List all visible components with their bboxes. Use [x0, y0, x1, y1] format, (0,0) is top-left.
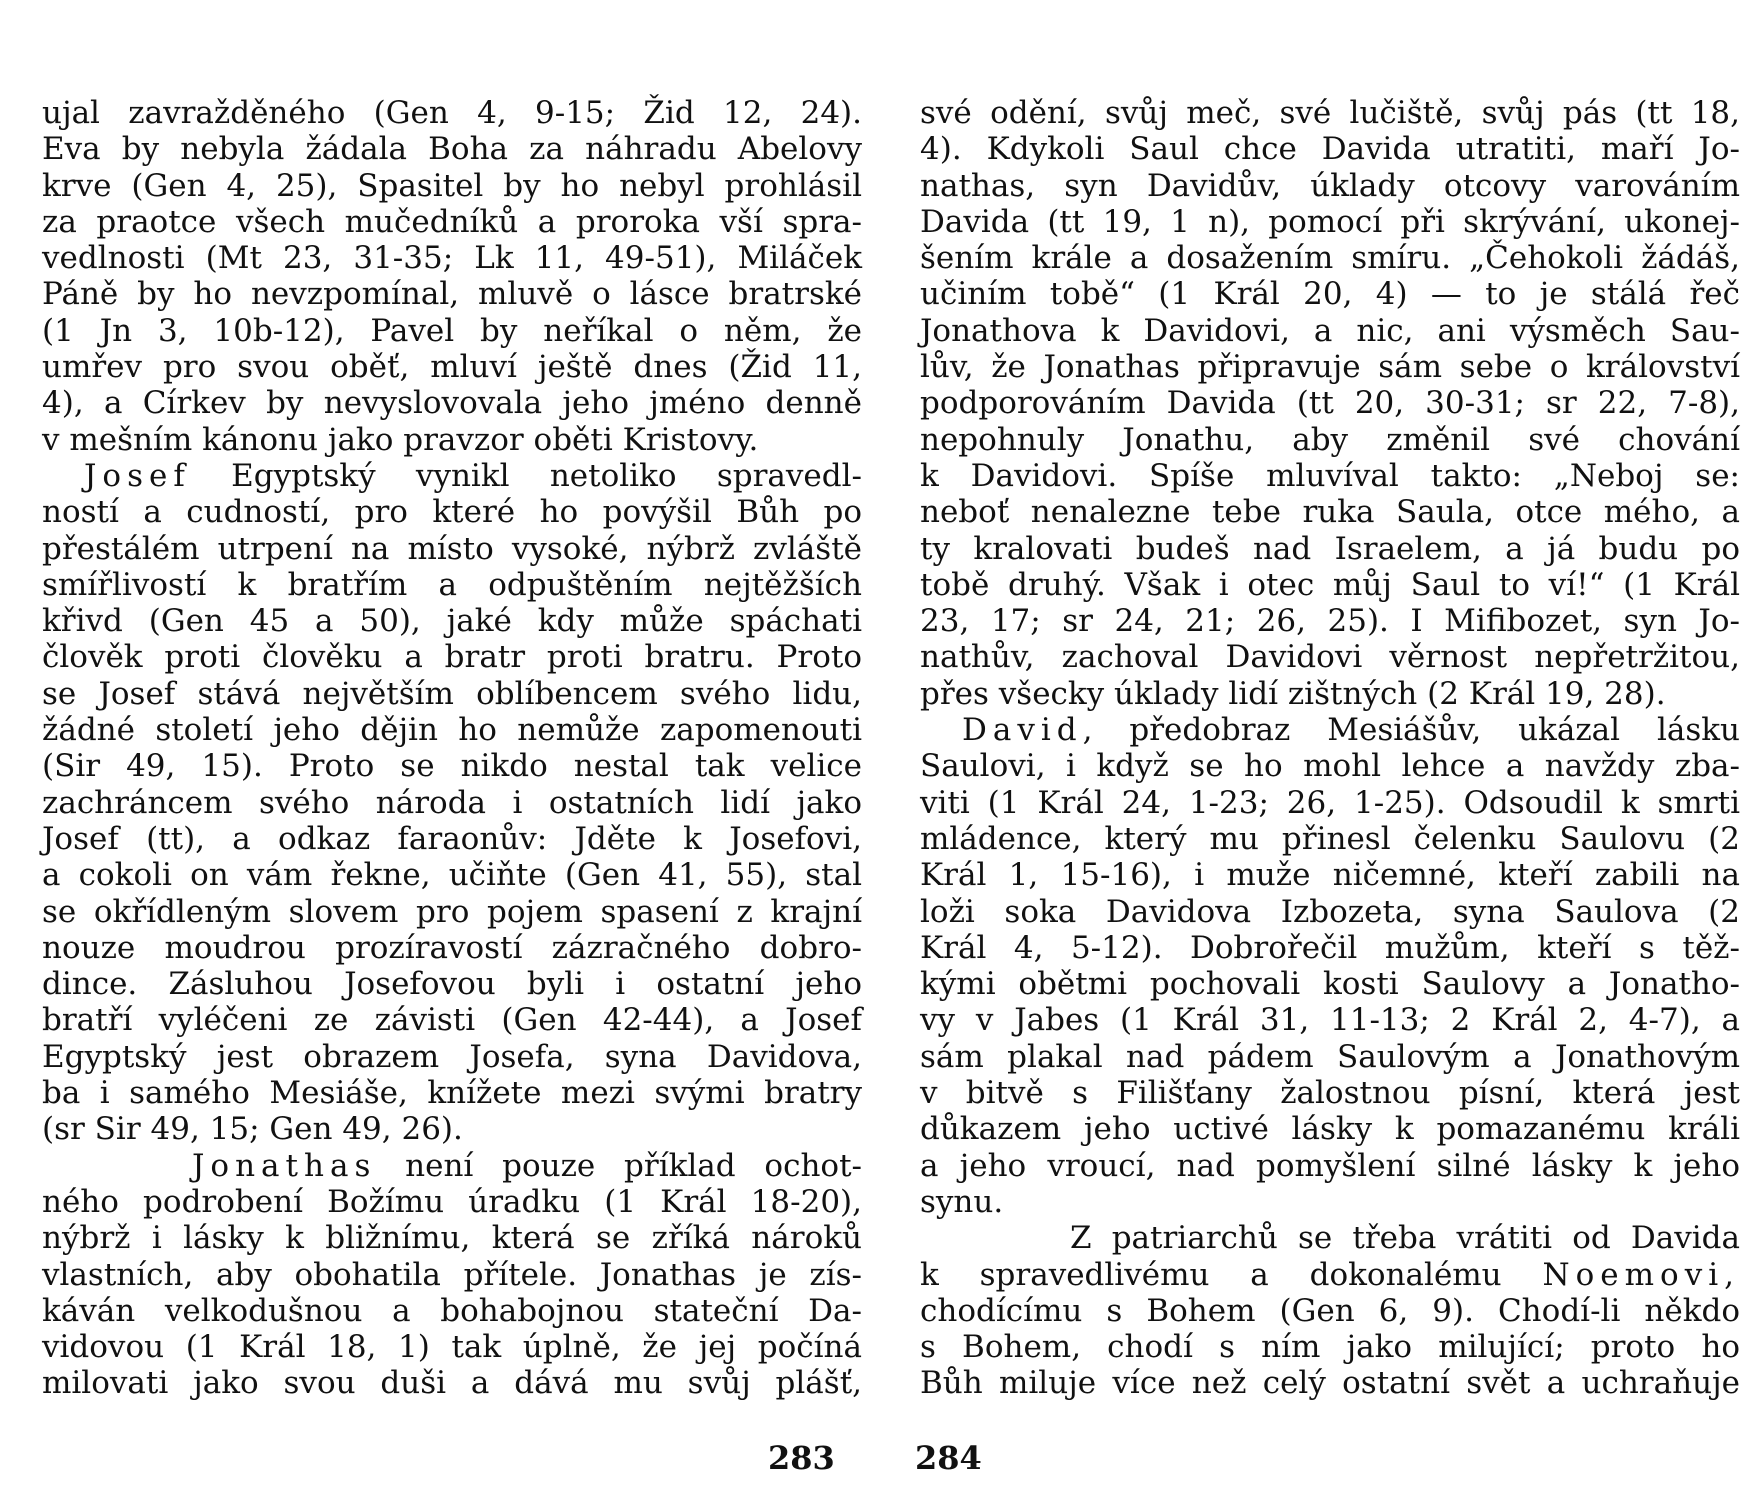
- right-page: [920, 95, 1740, 1402]
- text-line: křivd (Gen 45 a 50), jaké kdy může spáchati: [42, 603, 862, 640]
- text-line: nepohnuly Jonathu, aby změnil své chování: [920, 421, 1740, 458]
- paragraph-josef-first-line: [42, 458, 862, 494]
- text-line: podporováním Davida (tt 20, 30-31; sr 22, 7-8),: [920, 385, 1740, 422]
- text-line: mládence, který mu přinesl čelenku Saulovu (2: [920, 820, 1740, 857]
- text-line: a cokoli on vám řekne, učiňte (Gen 41, 55), stal: [42, 857, 862, 894]
- text-line: ujal zavražděného (Gen 4, 9-15; Žid 12, 24).: [42, 95, 862, 131]
- text-line: v bitvě s Filišťany žalostnou písní, která jest: [920, 1075, 1740, 1112]
- text-line: učiním tobě“ (1 Král 20, 4) — to je stálá řeč: [920, 276, 1740, 313]
- text-line: Bůh miluje více než celý ostatní svět a uchraňuje: [920, 1365, 1740, 1402]
- text-line: (Sir 49, 15). Proto se nikdo nestal tak velice: [42, 748, 862, 785]
- text-fragment: není pouze příklad ochot-: [405, 1147, 862, 1184]
- text-line: 4). Kdykoli Saul chce Davida utratiti, maří Jo-: [920, 131, 1740, 168]
- text-fragment: k spravedlivému a dokonalému: [920, 1256, 1502, 1293]
- text-line: kými obětmi pochovali kosti Saulovy a Jonatho-: [920, 966, 1740, 1003]
- text-line: lův, že Jonathas připravuje sám sebe o království: [920, 349, 1740, 386]
- text-line: umřev pro svou oběť, mluví ještě dnes (Žid 11,: [42, 349, 862, 386]
- text-line: vy v Jabes (1 Král 31, 11-13; 2 Král 2, 4-7), a: [920, 1002, 1740, 1039]
- text-line: k Davidovi. Spíše mluvíval takto: „Neboj se:: [920, 457, 1740, 494]
- text-line: neboť nenalezne tebe ruka Saula, otce mého, a: [920, 494, 1740, 531]
- paragraph-jonathas-first-line: [42, 1148, 862, 1184]
- text-line: se okřídleným slovem pro pojem spasení z krajní: [42, 893, 862, 930]
- text-line: Egyptský jest obrazem Josefa, syna Davidova,: [42, 1038, 862, 1075]
- page-number-right: 284: [915, 1439, 982, 1477]
- text-line: své odění, svůj meč, své lučiště, svůj pás (tt 18,: [920, 95, 1740, 131]
- text-line: přestálém utrpení na místo vysoké, nýbrž zvláště: [42, 530, 862, 567]
- text-line: Josef (tt), a odkaz faraonův: Jděte k Josefovi,: [42, 820, 862, 857]
- text-line: smířlivostí k bratřím a odpuštěním nejtěžších: [42, 566, 862, 603]
- text-line: nýbrž i lásky k bližnímu, která se zříká nároků: [42, 1220, 862, 1257]
- name-jonathas: Jonathas: [192, 1147, 377, 1184]
- text-line: zachráncem svého národa i ostatních lidí jako: [42, 784, 862, 821]
- text-line: tobě druhý. Však i otec můj Saul to ví!“ (1 Král: [920, 566, 1740, 603]
- text-line: synu.: [920, 1183, 1004, 1220]
- text-fragment: Egyptský vynikl netoliko spravedl-: [231, 457, 862, 494]
- text-line: 23, 17; sr 24, 21; 26, 25). I Mifibozet, syn Jo-: [920, 603, 1740, 640]
- text-line: s Bohem, chodí s ním jako milující; proto ho: [920, 1329, 1740, 1366]
- text-line: člověk proti člověku a bratr proti bratru. Proto: [42, 639, 862, 676]
- text-line: dince. Zásluhou Josefovou byli i ostatní jeho: [42, 966, 862, 1003]
- text-fragment: předobraz Mesiášův, ukázal lásku: [1129, 712, 1740, 749]
- text-line: Saulovi, i když se ho mohl lehce a navždy zba-: [920, 748, 1740, 785]
- text-line: viti (1 Král 24, 1-23; 26, 1-25). Odsoudil k smrti: [920, 784, 1740, 821]
- text-line: Král 4, 5-12). Dobrořečil mužům, kteří s těž-: [920, 929, 1740, 966]
- text-line: loži soka Davidova Izbozeta, syna Saulova (2: [920, 893, 1740, 930]
- text-line: žádné století jeho dějin ho nemůže zapomenouti: [42, 712, 862, 749]
- text-line: přes všecky úklady lidí zištných (2 Král 19, 28).: [920, 675, 1666, 712]
- text-line: Páně by ho nevzpomínal, mluvě o lásce bratrské: [42, 276, 862, 313]
- text-line: ného podrobení Božímu úradku (1 Král 18-20),: [42, 1183, 862, 1220]
- text-line: Eva by nebyla žádala Boha za náhradu Abelovy: [42, 131, 862, 168]
- paragraph-noe-first-line: Z patriarchů se třeba vrátiti od Davida: [1070, 1220, 1740, 1257]
- text-line: nouze moudrou prozíravostí zázračného dobro-: [42, 929, 862, 966]
- text-line: chodícímu s Bohem (Gen 6, 9). Chodí-li někdo: [920, 1292, 1740, 1329]
- text-line: nathův, zachoval Davidovi věrnost nepřetržitou,: [920, 639, 1740, 676]
- text-line: Král 1, 15-16), i muže ničemné, kteří zabili na: [920, 857, 1740, 894]
- text-line: za praotce všech mučedníků a proroka vší spra-: [42, 203, 862, 240]
- text-line: 4), a Církev by nevyslovovala jeho jméno denně: [42, 385, 862, 422]
- text-line: ností a cudností, pro které ho povýšil Bůh po: [42, 494, 862, 531]
- text-line: se Josef stává největším oblíbencem svého lidu,: [42, 675, 862, 712]
- page-number-left: 283: [768, 1439, 835, 1477]
- text-line: Jonathova k Davidovi, a nic, ani výsměch Sau-: [920, 312, 1740, 349]
- text-line: Davida (tt 19, 1 n), pomocí při skrývání, ukonej-: [920, 203, 1740, 240]
- text-line: milovati jako svou duši a dává mu svůj plášť,: [42, 1365, 862, 1402]
- text-line: ba i samého Mesiáše, knížete mezi svými bratry: [42, 1075, 862, 1112]
- text-line: šením krále a dosažením smíru. „Čehokoli žádáš,: [920, 240, 1740, 277]
- name-david: David: [962, 712, 1083, 749]
- text-line: nathas, syn Davidův, úklady otcovy varováním: [920, 167, 1740, 204]
- text-line: a jeho vroucí, nad pomyšlení silné lásky k jeho: [920, 1147, 1740, 1184]
- left-page: [42, 95, 862, 1402]
- text-line: káván velkodušnou a bohabojnou stateční Da-: [42, 1292, 862, 1329]
- text-line: (sr Sir 49, 15; Gen 49, 26).: [42, 1111, 463, 1148]
- text-line: vidovou (1 Král 18, 1) tak úplně, že jej počíná: [42, 1329, 862, 1366]
- paragraph-david-first-line: David, předobraz Mesiášův, ukázal lásku: [962, 712, 1740, 749]
- text-line: krve (Gen 4, 25), Spasitel by ho nebyl prohlásil: [42, 167, 862, 204]
- name-josef: Josef: [84, 457, 191, 494]
- text-line: bratří vyléčeni ze závisti (Gen 42-44), a Josef: [42, 1002, 862, 1039]
- paragraph-noe-second-line: [920, 1257, 1740, 1293]
- text-line: vlastních, aby obohatila přítele. Jonathas je zís-: [42, 1256, 862, 1293]
- name-noe: Noemovi,: [1542, 1256, 1740, 1293]
- text-line: důkazem jeho uctivé lásky k pomazanému králi: [920, 1111, 1740, 1148]
- text-line: v mešním kánonu jako pravzor oběti Kristovy.: [42, 421, 759, 458]
- text-line: sám plakal nad pádem Saulovým a Jonathovým: [920, 1038, 1740, 1075]
- text-line: (1 Jn 3, 10b-12), Pavel by neříkal o něm, že: [42, 312, 862, 349]
- text-line: ty kralovati budeš nad Israelem, a já budu po: [920, 530, 1740, 567]
- text-line: vedlnosti (Mt 23, 31-35; Lk 11, 49-51), Miláček: [42, 240, 862, 277]
